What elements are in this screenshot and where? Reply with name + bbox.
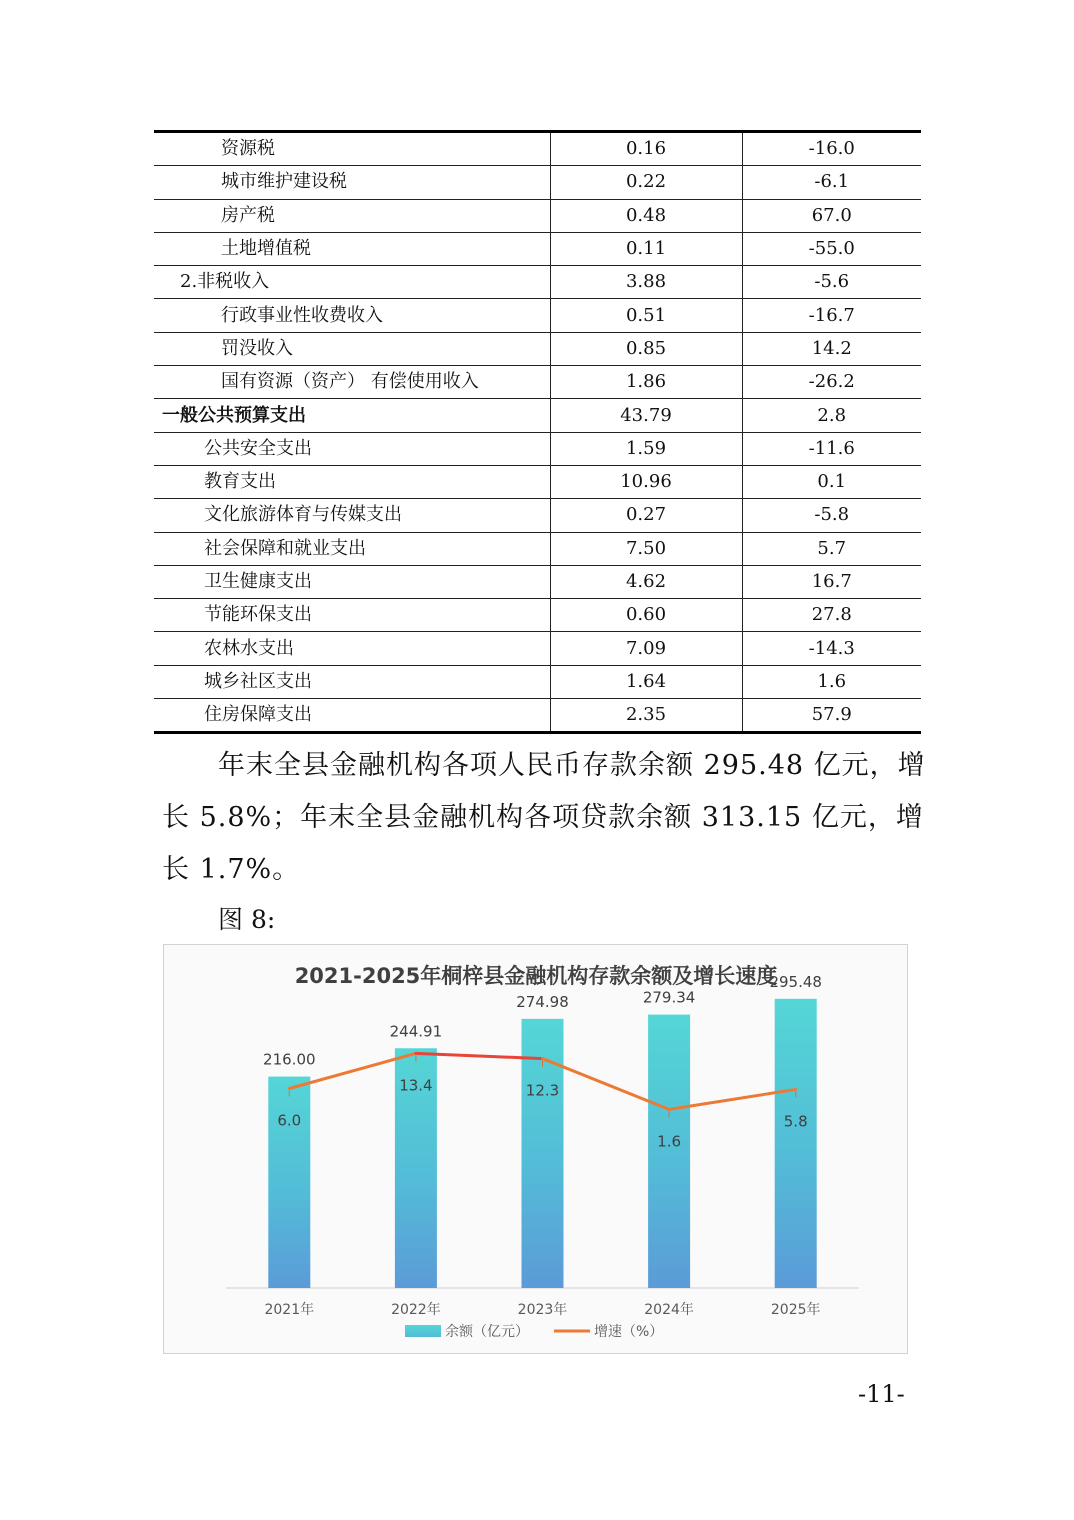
x-tick-label: 2025年 xyxy=(770,1302,821,1318)
growth-data-label: 1.6 xyxy=(657,1132,682,1151)
row-item-name: 资源税 xyxy=(221,138,275,160)
x-tick-label: 2021年 xyxy=(264,1302,315,1318)
table-row xyxy=(154,432,921,465)
table-row xyxy=(154,366,921,399)
table-row xyxy=(154,199,921,232)
row-item-name: 一般公共预算支出 xyxy=(154,399,550,432)
row-item-name: 住房保障支出 xyxy=(154,699,550,733)
row-amount: 0.16 xyxy=(550,132,742,166)
row-growth-rate: 57.9 xyxy=(742,699,921,733)
bar-value-label: 295.48 xyxy=(769,972,822,991)
row-item-name: 公共安全支出 xyxy=(154,432,550,465)
row-item-name: 行政事业性收费收入 xyxy=(154,299,550,332)
row-amount: 7.50 xyxy=(550,532,742,565)
row-growth-rate: -16.7 xyxy=(742,299,921,332)
table-row xyxy=(154,232,921,265)
row-growth-rate: 2.8 xyxy=(742,399,921,432)
row-growth-rate: 16.7 xyxy=(742,565,921,598)
row-item-name: 城市维护建设税 xyxy=(154,166,550,199)
row-amount: 1.64 xyxy=(550,665,742,698)
row-item-name: 国有资源（资产） 有偿使用收入 xyxy=(154,366,550,399)
legend-bar-swatch xyxy=(405,1325,441,1337)
bar-value-label: 216.00 xyxy=(263,1050,316,1069)
row-growth-rate: -11.6 xyxy=(742,432,921,465)
row-item-name: 罚没收入 xyxy=(154,332,550,365)
row-growth-rate: -16.0 xyxy=(742,132,921,166)
row-item-name: 城乡社区支出 xyxy=(154,665,550,698)
finance-table-body xyxy=(154,132,921,733)
table-row xyxy=(154,499,921,532)
row-growth-rate: -5.6 xyxy=(742,266,921,299)
row-amount: 1.59 xyxy=(550,432,742,465)
x-tick-label: 2022年 xyxy=(391,1302,441,1318)
table-row xyxy=(154,332,921,365)
row-growth-rate: -26.2 xyxy=(742,366,921,399)
deposit-chart xyxy=(163,944,908,1354)
row-growth-rate: -6.1 xyxy=(742,166,921,199)
row-item-name: 土地增值税 xyxy=(154,232,550,265)
row-growth-rate: -55.0 xyxy=(742,232,921,265)
growth-data-label: 5.8 xyxy=(783,1112,808,1131)
row-amount: 10.96 xyxy=(550,465,742,498)
row-item-name: 卫生健康支出 xyxy=(154,565,550,598)
chart-title: 2021-2025年桐梓县金融机构存款余额及增长速度 xyxy=(294,964,778,988)
table-row xyxy=(154,599,921,632)
x-tick-label: 2023年 xyxy=(517,1302,568,1318)
table-row xyxy=(154,699,921,733)
row-growth-rate: 1.6 xyxy=(742,665,921,698)
legend-line-label: 增速（%） xyxy=(594,1324,664,1340)
row-amount: 43.79 xyxy=(550,399,742,432)
bar-value-label: 274.98 xyxy=(516,992,569,1011)
row-growth-rate: 67.0 xyxy=(742,199,921,232)
table-row xyxy=(154,299,921,332)
row-item-name: 农林水支出 xyxy=(154,632,550,665)
row-amount: 7.09 xyxy=(550,632,742,665)
row-item-name: 教育支出 xyxy=(154,465,550,498)
table-row xyxy=(154,399,921,432)
row-item-name: 社会保障和就业支出 xyxy=(154,532,550,565)
row-item-name: 节能环保支出 xyxy=(154,599,550,632)
table-row xyxy=(154,532,921,565)
x-tick-label: 2024年 xyxy=(644,1302,694,1318)
table-row xyxy=(154,632,921,665)
row-growth-rate: 0.1 xyxy=(742,465,921,498)
finance-paragraph xyxy=(162,740,932,896)
table-row xyxy=(154,266,921,299)
figure-label: 图 8: xyxy=(218,905,276,934)
row-item-name: 2.非税收入 xyxy=(154,266,550,299)
growth-data-label: 13.4 xyxy=(399,1076,433,1095)
table-row xyxy=(154,132,921,166)
finance-table xyxy=(154,130,921,734)
row-growth-rate: 27.8 xyxy=(742,599,921,632)
row-item-name: 文化旅游体育与传媒支出 xyxy=(154,499,550,532)
row-amount: 0.51 xyxy=(550,299,742,332)
row-amount: 0.48 xyxy=(550,199,742,232)
deposit-chart-svg xyxy=(164,945,909,1355)
row-growth-rate: -5.8 xyxy=(742,499,921,532)
bar-2024年 xyxy=(648,1015,690,1288)
table-row xyxy=(154,166,921,199)
row-growth-rate: 14.2 xyxy=(742,332,921,365)
bar-2021年 xyxy=(268,1077,310,1288)
bar-2025年 xyxy=(775,999,817,1288)
paragraph-text: 年末全县金融机构各项人民币存款余额 295.48 亿元，增长 5.8%；年末全县金融机构各项贷款余额 313.15 亿元，增长 1.7%。 xyxy=(162,750,926,885)
row-item-name: 房产税 xyxy=(154,199,550,232)
row-amount: 0.22 xyxy=(550,166,742,199)
row-amount: 0.27 xyxy=(550,499,742,532)
table-row xyxy=(154,465,921,498)
row-amount: 2.35 xyxy=(550,699,742,733)
growth-data-label: 6.0 xyxy=(277,1111,302,1130)
row-amount: 4.62 xyxy=(550,565,742,598)
row-growth-rate: -14.3 xyxy=(742,632,921,665)
bar-value-label: 279.34 xyxy=(642,988,696,1007)
bar-value-label: 244.91 xyxy=(389,1022,443,1041)
table-row xyxy=(154,665,921,698)
growth-data-label: 12.3 xyxy=(525,1081,560,1100)
page-number: -11- xyxy=(858,1380,905,1408)
row-growth-rate: 5.7 xyxy=(742,532,921,565)
row-amount: 0.85 xyxy=(550,332,742,365)
row-amount: 1.86 xyxy=(550,366,742,399)
row-amount: 0.60 xyxy=(550,599,742,632)
legend-bar-label: 余额（亿元） xyxy=(445,1324,529,1340)
row-amount: 0.11 xyxy=(550,232,742,265)
row-amount: 3.88 xyxy=(550,266,742,299)
table-row xyxy=(154,565,921,598)
